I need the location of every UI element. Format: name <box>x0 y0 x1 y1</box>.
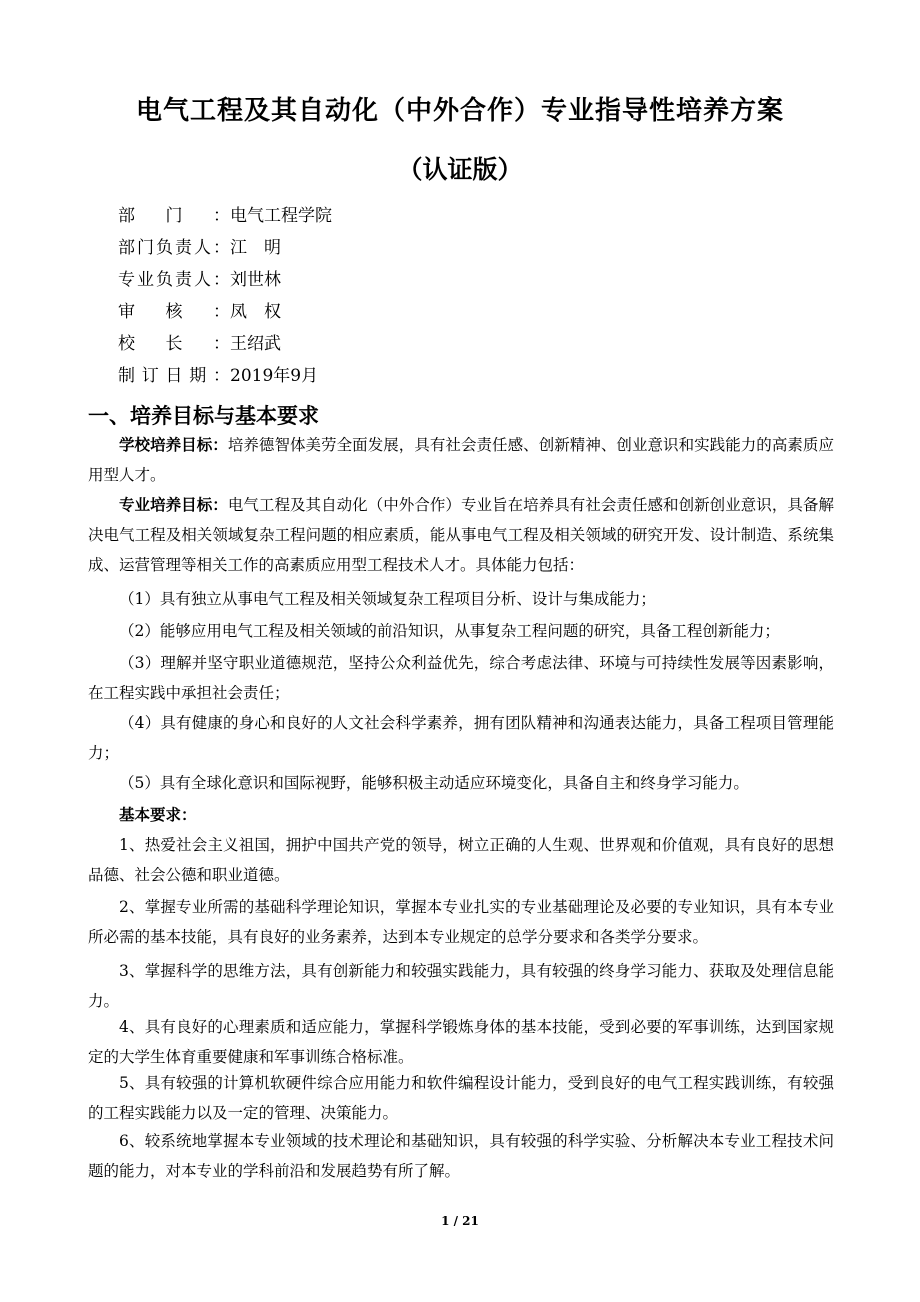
ability-item: （3）理解并坚守职业道德规范，坚持公众利益优先，综合考虑法律、环境与可持续性发展等因素影响，在工程实践中承担社会责任； <box>88 654 834 702</box>
meta-label: 审核： <box>118 302 230 322</box>
ability-item: （5）具有全球化意识和国际视野，能够积极主动适应环境变化，具备自主和终身学习能力。 <box>119 774 749 792</box>
requirement-item: 1、热爱社会主义祖国，拥护中国共产党的领导，树立正确的人生观、世界观和价值观，具有良好的思想品德、社会公德和职业道德。 <box>88 836 834 884</box>
document-subtitle: （认证版） <box>397 155 523 184</box>
meta-row-reviewer <box>118 302 281 322</box>
page-number: 1 / 21 <box>441 1214 479 1228</box>
meta-value: 王绍武 <box>230 334 281 354</box>
basic-requirements-heading <box>88 800 834 830</box>
meta-value: 凤 权 <box>230 302 281 322</box>
ability-item: （1）具有独立从事电气工程及相关领域复杂工程项目分析、设计与集成能力； <box>119 590 656 608</box>
document-title: 电气工程及其自动化（中外合作）专业指导性培养方案 <box>135 96 784 126</box>
meta-label: 部门负责人： <box>118 238 230 258</box>
requirement-item: 3、掌握科学的思维方法，具有创新能力和较强实践能力，具有较强的终身学习能力、获取及处理信息能力。 <box>88 962 834 1010</box>
major-goal-text: 电气工程及其自动化（中外合作）专业旨在培养具有社会责任感和创新创业意识，具备解决电气工程及相关领域复杂工程问题的相应素质，能从事电气工程及相关领域的研究开发、设计制造、系统集成、运营管理等相关工作的高素质应用型工程技术人才。具体能力包括： <box>88 496 834 574</box>
section-heading: 一、培养目标与基本要求 <box>88 404 319 428</box>
meta-row-date <box>118 366 318 386</box>
requirement-item: 5、具有较强的计算机软硬件综合应用能力和软件编程设计能力，受到良好的电气工程实践训练，有较强的工程实践能力以及一定的管理、决策能力。 <box>88 1074 834 1122</box>
meta-row-dept-head <box>118 238 281 258</box>
meta-row-president <box>118 334 281 354</box>
meta-label: 专业负责人： <box>118 270 230 290</box>
meta-label: 部门： <box>118 206 230 226</box>
requirement-item: 6、较系统地掌握本专业领域的技术理论和基础知识，具有较强的科学实验、分析解决本专业工程技术问题的能力，对本专业的学科前沿和发展趋势有所了解。 <box>88 1132 834 1180</box>
ability-item: （4）具有健康的身心和良好的人文社会科学素养，拥有团队精神和沟通表达能力，具备工程项目管理能力； <box>88 714 834 762</box>
school-goal-text: 培养德智体美劳全面发展，具有社会责任感、创新精神、创业意识和实践能力的高素质应用型人才。 <box>88 436 834 484</box>
ability-item: （2）能够应用电气工程及相关领域的前沿知识，从事复杂工程问题的研究，具备工程创新能力； <box>119 622 780 640</box>
major-goal-label: 专业培养目标： <box>119 496 228 514</box>
meta-label: 校长： <box>118 334 230 354</box>
meta-label: 制订日期： <box>118 366 230 386</box>
meta-value: 电气工程学院 <box>230 206 332 226</box>
school-goal-paragraph <box>88 430 834 490</box>
requirement-item: 2、掌握专业所需的基础科学理论知识，掌握本专业扎实的专业基础理论及必要的专业知识，具有本专业所必需的基本技能，具有良好的业务素养，达到本专业规定的总学分要求和各类学分要求。 <box>88 898 834 946</box>
meta-row-major-head <box>118 270 281 290</box>
major-goal-paragraph <box>88 490 834 580</box>
basic-requirements-label: 基本要求： <box>119 806 197 824</box>
meta-value: 江 明 <box>230 238 281 258</box>
meta-row-department <box>118 206 332 226</box>
meta-value: 2019年9月 <box>230 366 319 386</box>
school-goal-label: 学校培养目标： <box>119 436 228 454</box>
meta-value: 刘世林 <box>230 270 281 290</box>
requirement-item: 4、具有良好的心理素质和适应能力，掌握科学锻炼身体的基本技能，受到必要的军事训练，达到国家规定的大学生体育重要健康和军事训练合格标准。 <box>88 1018 834 1066</box>
